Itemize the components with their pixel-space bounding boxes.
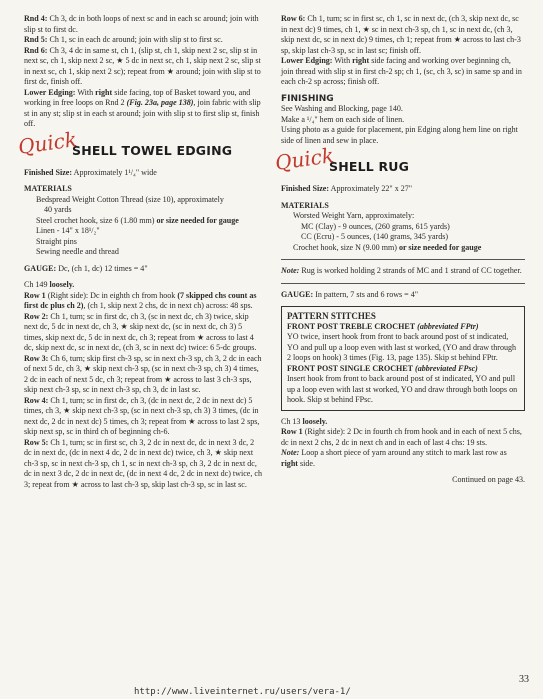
pattern-title: PATTERN STITCHES bbox=[287, 311, 376, 321]
finishing-line: Make a ¹/₄" hem on each side of linen. bbox=[281, 114, 405, 124]
finished-size-label: Finished Size: bbox=[24, 167, 73, 177]
material-item: Bedspread Weight Cotton Thread (size 10), approximately bbox=[36, 194, 224, 204]
towel-heading: SHELL TOWEL EDGING bbox=[72, 142, 233, 158]
rug-gauge bbox=[281, 290, 525, 301]
rug-gauge-label: GAUGE: bbox=[281, 289, 314, 299]
fptr-abbr: (abbreviated FPtr) bbox=[417, 321, 479, 331]
rug-material-item: Worsted Weight Yarn, approximately: bbox=[293, 211, 415, 220]
rug-gauge-text: In pattern, 7 sts and 6 rows = 4" bbox=[315, 289, 419, 299]
row5-para bbox=[24, 438, 263, 491]
quick-script: Quick bbox=[16, 126, 79, 159]
rug-material-item: MC (Clay) - 9 ounces, (260 grams, 615 yards) bbox=[301, 221, 450, 231]
material-hook: Steel crochet hook, size 6 (1.80 mm) bbox=[36, 215, 155, 225]
row1-text2: , (ch 1, skip next 2 chs, dc in next ch) across: 48 sps. bbox=[83, 301, 253, 310]
row4-text: Ch 1, turn; sc in first dc, ch 3, (dc in next dc, 2 dc in next dc) 5 times, ch 3, ★ skip next ch-3 sp, (sc in next ch-3 sp, ch 3) 3 times, (dc in next dc, 2 dc in next dc) 5 times, ch 3; repeat from ★ across to last 2 sps, skip next sp, sc in third ch of beginning ch-6. bbox=[24, 395, 260, 436]
material-item: Linen - 14" x 18¹/₂" bbox=[36, 226, 100, 235]
lower-edging2-para bbox=[281, 56, 525, 88]
lower-edging-right: right bbox=[95, 87, 113, 97]
footer-url: http://www.liveinternet.ru/users/vera-1/ bbox=[134, 687, 351, 697]
ch149-loosely: loosely. bbox=[49, 280, 75, 289]
material-item: Sewing needle and thread bbox=[36, 247, 119, 256]
row1-label: Row 1 bbox=[24, 290, 46, 300]
finished-size-text: Approximately 1¹/₄" wide bbox=[73, 167, 157, 177]
row3-para bbox=[24, 354, 263, 396]
rnd6-label: Rnd 6: bbox=[24, 45, 48, 55]
rug-finished-size-text: Approximately 22" x 27" bbox=[330, 184, 413, 193]
rug-finished-size bbox=[281, 184, 525, 195]
or-size: or size needed for gauge bbox=[156, 215, 239, 225]
rug-note-label: Note: bbox=[281, 266, 300, 275]
rug-row1-text: (Right side): 2 Dc in fourth ch from hook and in each of next 5 chs, dc in next 2 chs, 2 dc in next ch and in each of last 4 chs: 19 sts. bbox=[281, 427, 522, 447]
lower-edging2-right: right bbox=[352, 56, 370, 65]
finishing-line: Using photo as a guide for placement, pin Edging along hem line on right side of linen and sew in place. bbox=[281, 125, 518, 145]
row1-para bbox=[24, 291, 263, 312]
lower-edging-para bbox=[24, 88, 263, 130]
lower-edging2-label: Lower Edging: bbox=[281, 56, 333, 65]
rnd6-text: Ch 3, 4 dc in same st, ch 1, (slip st, ch 1, skip next 2 sc, slip st in next sc, ch 1, skip next 2 sc, ★ 5 dc in next sc, ch 1, skip next 2 sc, slip st in next sc, ch 1, skip next 2 sc); repeat from ★ around; join with slip st to first dc, finish off. bbox=[24, 45, 261, 86]
ch13-para bbox=[281, 417, 525, 428]
row1-bold: (7 skipped chs count as first dc plus ch 2) bbox=[24, 290, 257, 310]
towel-finished-size bbox=[24, 168, 263, 179]
rug-note bbox=[281, 266, 525, 277]
rug-heading: SHELL RUG bbox=[329, 159, 410, 174]
rug-note2-label: Note: bbox=[281, 448, 300, 457]
left-column bbox=[16, 14, 263, 490]
material-item bbox=[24, 216, 263, 227]
lower-edging-text1: With bbox=[77, 87, 94, 97]
towel-gauge bbox=[24, 264, 263, 275]
gauge-text: Dc, (ch 1, dc) 12 times = 4" bbox=[58, 263, 148, 273]
ch13-loosely: loosely. bbox=[302, 416, 328, 426]
continued-note: Continued on page 43. bbox=[452, 475, 525, 484]
rug-note2-bold: right bbox=[281, 458, 298, 468]
row3-text: Ch 6, turn; skip first ch-3 sp, sc in next ch-3 sp, ch 3, 2 dc in each of next 5 dc, ch 3, ★ skip next ch-3 sp, (sc in next ch-3 sp, ch 3) 4 times, 2 dc in each of next 5 dc, ch 3; repeat from ★ across to last 3 ch-3 sps, skip next ch-3 sp, sc in next ch-3 sp, ch 3, dc in last sc. bbox=[24, 353, 262, 394]
rnd5-text: Ch 1, sc in each dc around; join with slip st to first sc. bbox=[49, 35, 223, 44]
rug-note2-text2: side. bbox=[300, 458, 315, 468]
rnd4-label: Rnd 4: bbox=[24, 14, 48, 23]
material-item: 40 yards bbox=[44, 205, 72, 214]
rnd5-para bbox=[24, 35, 263, 46]
row2-para bbox=[24, 312, 263, 354]
row3-label: Row 3: bbox=[24, 353, 49, 363]
pattern-stitches-box bbox=[281, 306, 525, 411]
rug-row1-label: Row 1 bbox=[281, 427, 303, 436]
lower-edging2-text2: side facing and working over beginning ch, join thread with slip st in first ch-2 sp; ch 1, (sc, ch 3, sc) in same sp and in each ch-2 sp across; finish off. bbox=[281, 56, 522, 86]
finishing-heading: FINISHING bbox=[281, 93, 334, 104]
row5-text: Ch 1, turn; sc in first sc, ch 3, 2 dc in next dc, dc in next 3 dc, 2 dc in next dc, (dc in next 4 dc, 2 dc in next dc) twice, ch 3, ★ skip next ch-3 sp, sc in next ch-3 sp, ch 1, sc in next ch-3 sp, ch 3, 2 dc in next dc, dc in next 3 dc, 2 dc in next dc, (dc in next 4 dc, 2 dc in next dc) twice, ch 3; repeat from ★ across to last ch-3 sp, skip last ch-3 sp, sc in last sc. bbox=[24, 437, 262, 489]
fptr-text: YO twice, insert hook from front to back around post of st indicated, YO and pull up a loop even with last st worked, (YO and draw through 2 loops on hook) 3 times (Fig. 13, page 135). Skip st behind FPtr. bbox=[287, 332, 517, 362]
fptr-heading bbox=[287, 322, 519, 333]
row5-label: Row 5: bbox=[24, 437, 49, 447]
row2-label: Row 2: bbox=[24, 311, 49, 321]
row6-label: Row 6: bbox=[281, 14, 306, 23]
page-number: 33 bbox=[519, 674, 529, 685]
rug-hook: Crochet hook, size N (9.00 mm) bbox=[293, 242, 397, 252]
right-column bbox=[273, 14, 525, 486]
rnd4-text: Ch 3, dc in both loops of next sc and in each sc around; join with slip st to first dc. bbox=[24, 14, 259, 34]
row1-text1: (Right side): Dc in eighth ch from hook bbox=[47, 290, 176, 300]
row2-text: Ch 1, turn; sc in first dc, ch 3, (sc in next dc, ch 3) twice, skip next dc, 5 dc in next dc, ch 3, ★ skip next dc, (sc in next dc, ch 3) 5 times, skip next dc, 5 dc in next dc, ch 3; repeat from ★ across to last 4 dc, skip next dc, sc in next dc, (ch 3, sc in next dc) twice: 6 5-dc groups. bbox=[24, 311, 257, 352]
fpsc-label: FRONT POST SINGLE CROCHET bbox=[287, 363, 414, 373]
finishing-line: See Washing and Blocking, page 140. bbox=[281, 104, 403, 113]
lower-edging-text2: side facing, top of Basket toward you, and working in free loops on Rnd 2 bbox=[24, 87, 251, 107]
rug-heading-block bbox=[273, 143, 525, 182]
towel-heading-block bbox=[16, 126, 263, 166]
fptr-label: FRONT POST TREBLE CROCHET bbox=[287, 321, 416, 331]
material-item: Straight pins bbox=[36, 236, 77, 246]
ch149-para bbox=[24, 280, 263, 291]
lower-edging-label: Lower Edging: bbox=[24, 87, 76, 97]
rnd6-para bbox=[24, 46, 263, 88]
ch13-text: Ch 13 bbox=[281, 416, 301, 426]
row6-para bbox=[281, 14, 525, 56]
rug-note2 bbox=[281, 448, 525, 469]
rug-materials-label: MATERIALS bbox=[281, 200, 329, 210]
rug-finished-size-label: Finished Size: bbox=[281, 184, 330, 193]
gauge-label: GAUGE: bbox=[24, 263, 57, 273]
rug-or-size: or size needed for gauge bbox=[398, 242, 482, 252]
fpsc-heading bbox=[287, 364, 519, 375]
rnd4-para bbox=[24, 14, 263, 35]
rnd5-label: Rnd 5: bbox=[24, 35, 48, 44]
fpsc-text: Insert hook from front to back around post of st indicated, YO and pull up a loop even with last st worked, YO and draw through both loops on hook. Skip st behind FPsc. bbox=[287, 374, 518, 404]
lower-edging-text3: , join fabric with slip st in any st; slip st in each st around; join with slip st to first slip st, finish off. bbox=[24, 98, 261, 128]
rug-material-item bbox=[281, 243, 525, 254]
towel-materials-label: MATERIALS bbox=[24, 184, 72, 193]
rug-row1 bbox=[281, 427, 525, 448]
quick-script: Quick bbox=[273, 143, 336, 175]
fpsc-abbr: (abbreviated FPsc) bbox=[415, 363, 478, 373]
rug-material-item: CC (Ecru) - 5 ounces, (140 grams, 345 yards) bbox=[301, 232, 449, 241]
row4-label: Row 4: bbox=[24, 395, 49, 405]
ch149-text: Ch 149 bbox=[24, 280, 48, 289]
row6-text: Ch 1, turn; sc in first sc, ch 1, sc in next dc, (ch 3, skip next dc, sc in next dc) 9 times, ch 1, ★ sc in next ch-3 sp, ch 1, sc in next dc, (ch 3, skip next dc, sc in next dc) 9 times, ch 1; repeat from ★ across to last ch-3 sp, skip last ch-3 sp, sc in last sc; finish off. bbox=[281, 14, 521, 55]
rug-note-text: Rug is worked holding 2 strands of MC and 1 strand of CC together. bbox=[301, 266, 522, 275]
lower-edging2-text1: With bbox=[334, 56, 351, 65]
row4-para bbox=[24, 396, 263, 438]
lower-edging-ref: (Fig. 23a, page 138) bbox=[126, 98, 194, 107]
rug-note2-text1: Loop a short piece of yarn around any stitch to mark last row as bbox=[301, 448, 507, 457]
